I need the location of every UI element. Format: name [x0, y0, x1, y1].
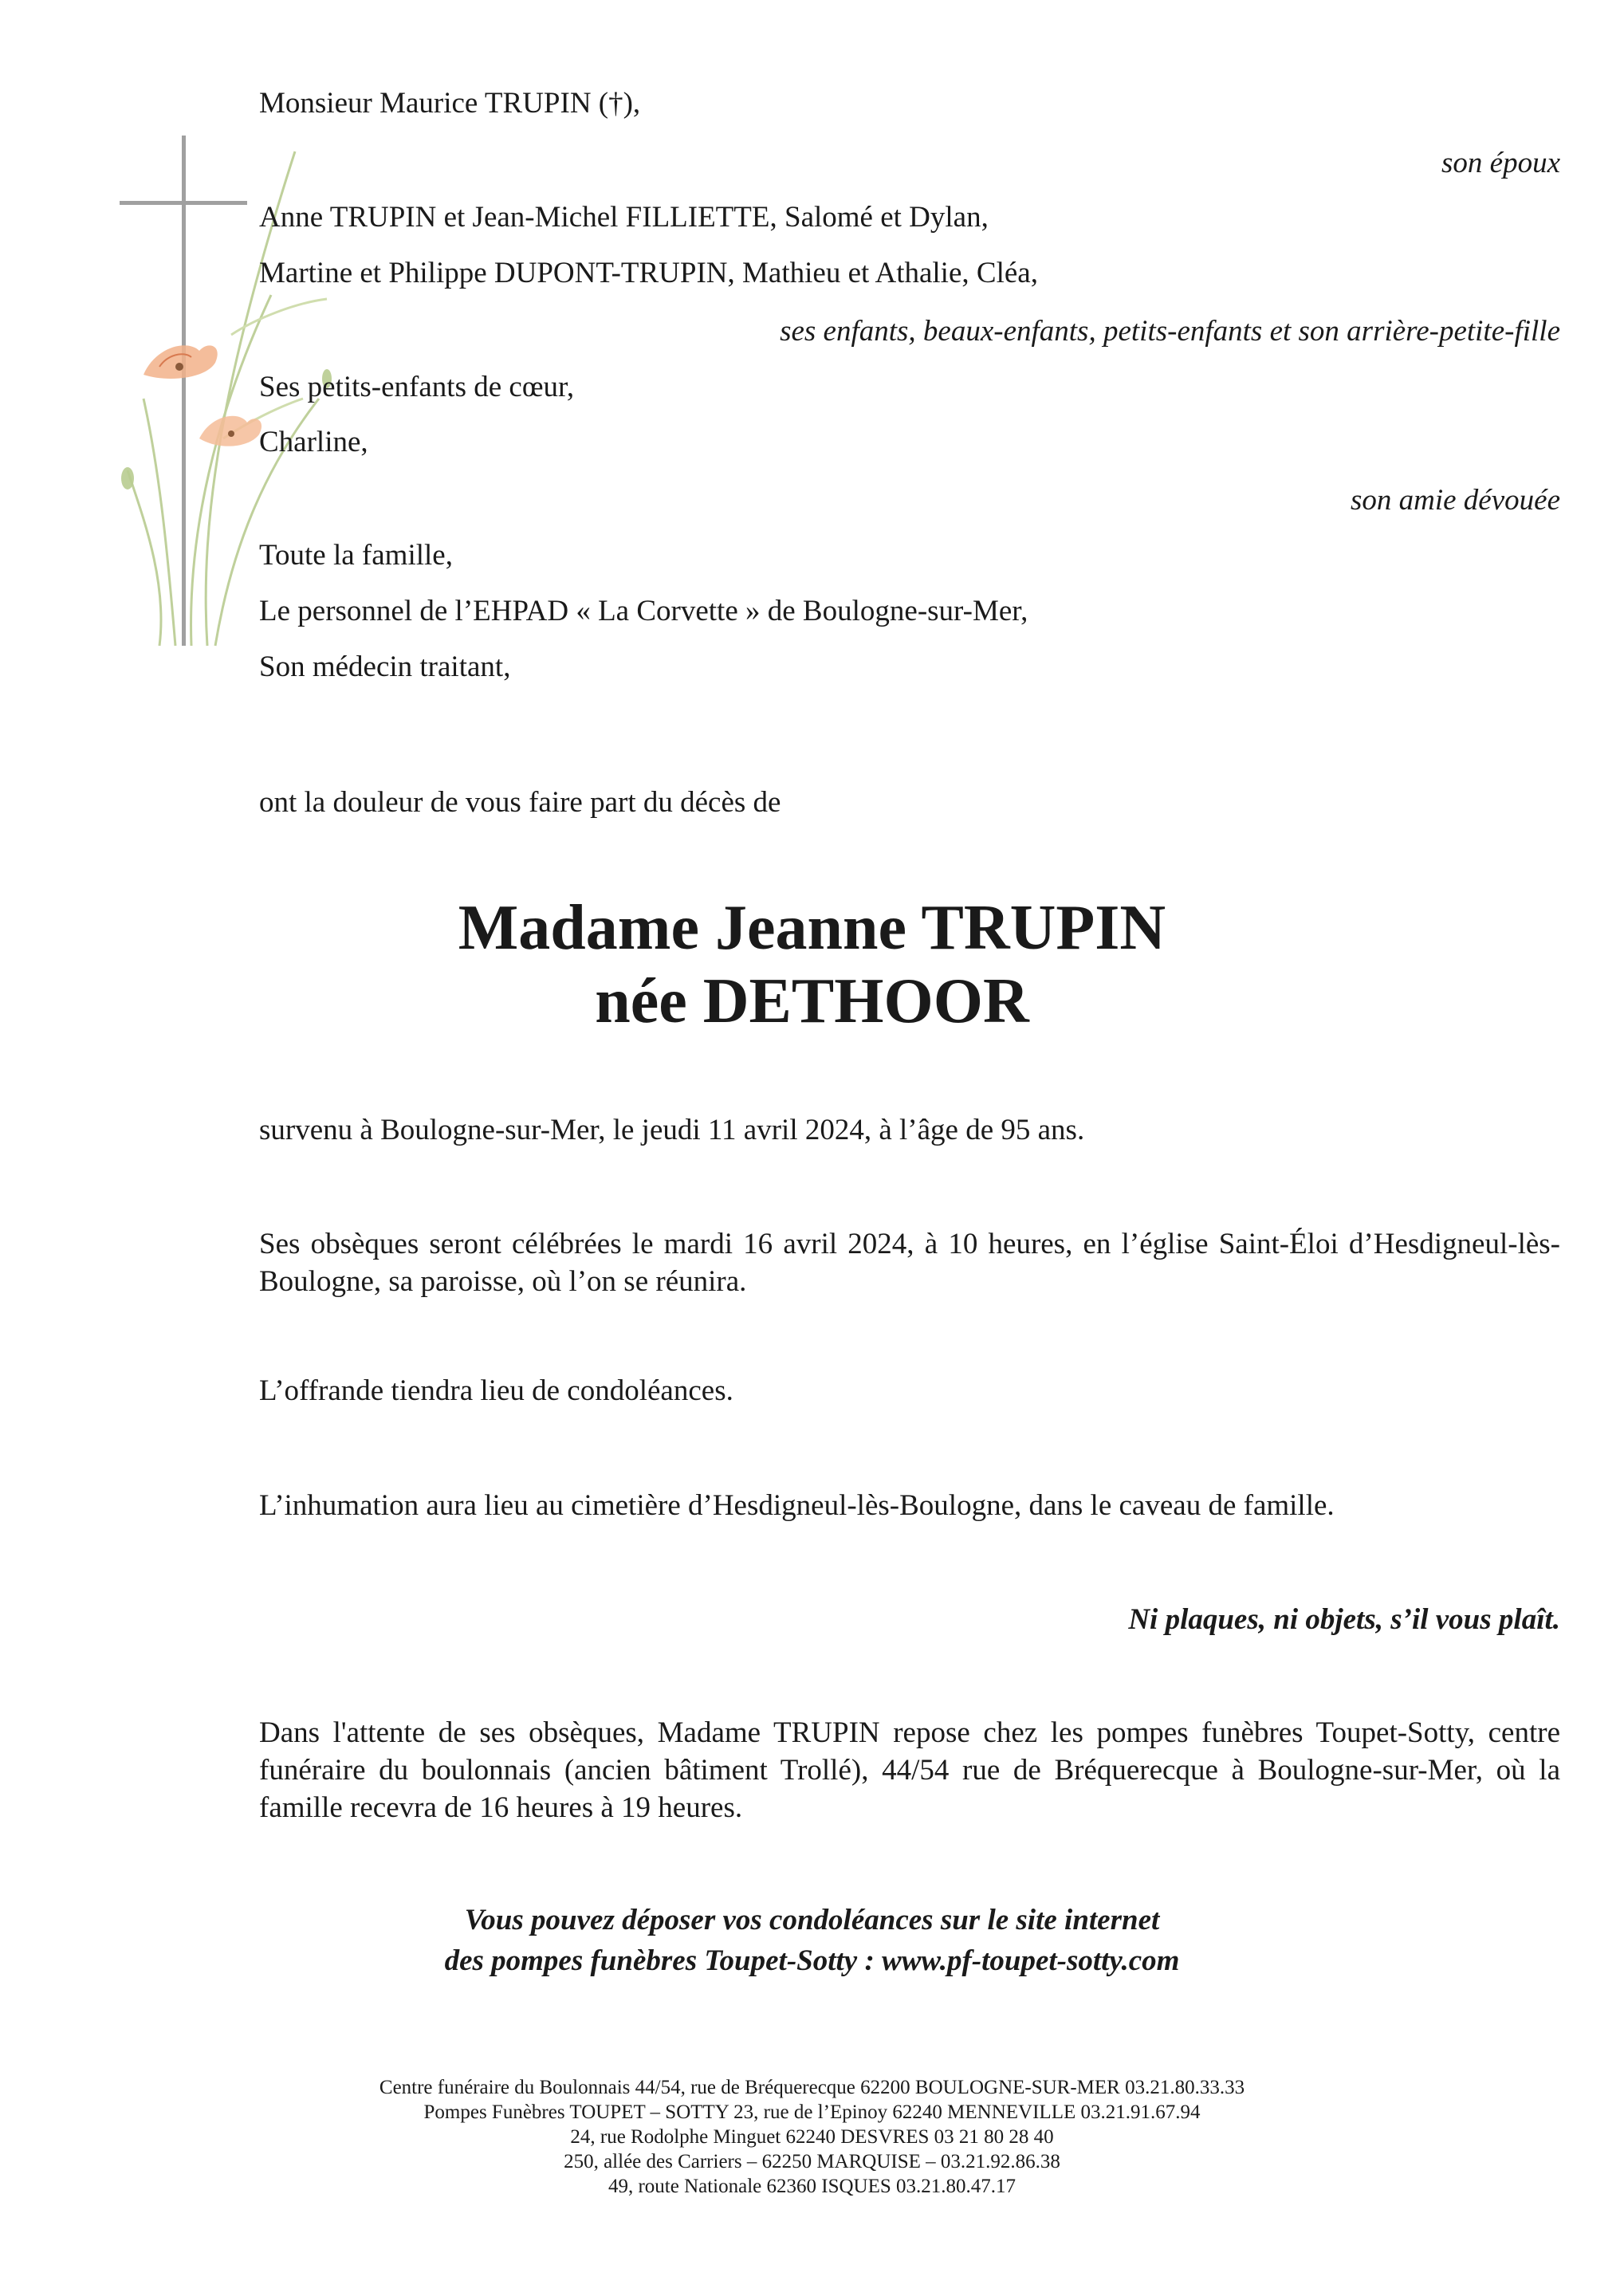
- burial-details: L’inhumation aura lieu au cimetière d’Hesdigneul-lès-Boulogne, dans le caveau de famille.: [259, 1489, 1335, 1522]
- announcement-text: ont la douleur de vous faire part du décès de: [259, 786, 781, 819]
- family-line-children-2: Martine et Philippe DUPONT-TRUPIN, Mathieu et Athalie, Cléa,: [259, 257, 1038, 289]
- condolences-line-1: Vous pouvez déposer vos condoléances sur le site internet: [464, 1904, 1160, 1936]
- footer-line: 49, route Nationale 62360 ISQUES 03.21.80.47.17: [608, 2176, 1016, 2197]
- footer-line: 24, rue Rodolphe Minguet 62240 DESVRES 03 21 80 28 40: [570, 2126, 1054, 2148]
- family-line-friend: Charline,: [259, 426, 368, 458]
- family-line-all-family: Toute la famille,: [259, 539, 453, 572]
- offering-note: L’offrande tiendra lieu de condoléances.: [259, 1374, 733, 1407]
- relation-label-children: ses enfants, beaux-enfants, petits-enfants et son arrière-petite-fille: [780, 315, 1560, 348]
- family-line-grandchildren: Ses petits-enfants de cœur,: [259, 371, 575, 403]
- family-line-doctor: Son médecin traitant,: [259, 651, 511, 683]
- family-line-children-1: Anne TRUPIN et Jean-Michel FILLIETTE, Salomé et Dylan,: [259, 201, 989, 234]
- deceased-name: Madame Jeanne TRUPIN: [458, 893, 1166, 963]
- family-line-spouse: Monsieur Maurice TRUPIN (†),: [259, 87, 641, 120]
- relation-label-friend: son amie dévouée: [1350, 484, 1560, 517]
- funeral-home-contacts: [0, 2075, 1624, 2199]
- death-details: survenu à Boulogne-sur-Mer, le jeudi 11 avril 2024, à l’âge de 95 ans.: [259, 1114, 1085, 1146]
- family-line-ehpad-staff: Le personnel de l’EHPAD « La Corvette » de Boulogne-sur-Mer,: [259, 595, 1028, 627]
- deceased-maiden-name: née DETHOOR: [595, 966, 1029, 1036]
- relation-label-spouse: son époux: [1441, 147, 1560, 179]
- footer-line: Centre funéraire du Boulonnais 44/54, rue de Bréquerecque 62200 BOULOGNE-SUR-MER 03.21.80.33.33: [379, 2077, 1245, 2098]
- condolences-line-2: des pompes funèbres Toupet-Sotty : www.pf-toupet-sotty.com: [444, 1944, 1180, 1977]
- visitation-details: Dans l'attente de ses obsèques, Madame TRUPIN repose chez les pompes funèbres Toupet-Sotty, centre funéraire du boulonnais (ancien bâtiment Trollé), 44/54 rue de Bréquerecque à Boulogne-sur-Mer, où la famille recevra de 16 heures à 19 heures.: [259, 1716, 1560, 1824]
- cross-horizontal-icon: [120, 201, 247, 205]
- no-flowers-request: Ni plaques, ni objets, s’il vous plaît.: [1128, 1603, 1560, 1636]
- cross-vertical-icon: [182, 136, 186, 646]
- footer-line: Pompes Funèbres TOUPET – SOTTY 23, rue de l’Epinoy 62240 MENNEVILLE 03.21.91.67.94: [423, 2101, 1201, 2123]
- funeral-details: Ses obsèques seront célébrées le mardi 16 avril 2024, à 10 heures, en l’église Saint-Éloi d’Hesdigneul-lès-Boulogne, sa paroisse, où l’on se réunira.: [259, 1228, 1560, 1298]
- poppy-flower-icon: [121, 345, 332, 489]
- condolences-notice: [0, 1900, 1624, 1981]
- footer-line: 250, allée des Carriers – 62250 MARQUISE – 03.21.92.86.38: [564, 2151, 1060, 2172]
